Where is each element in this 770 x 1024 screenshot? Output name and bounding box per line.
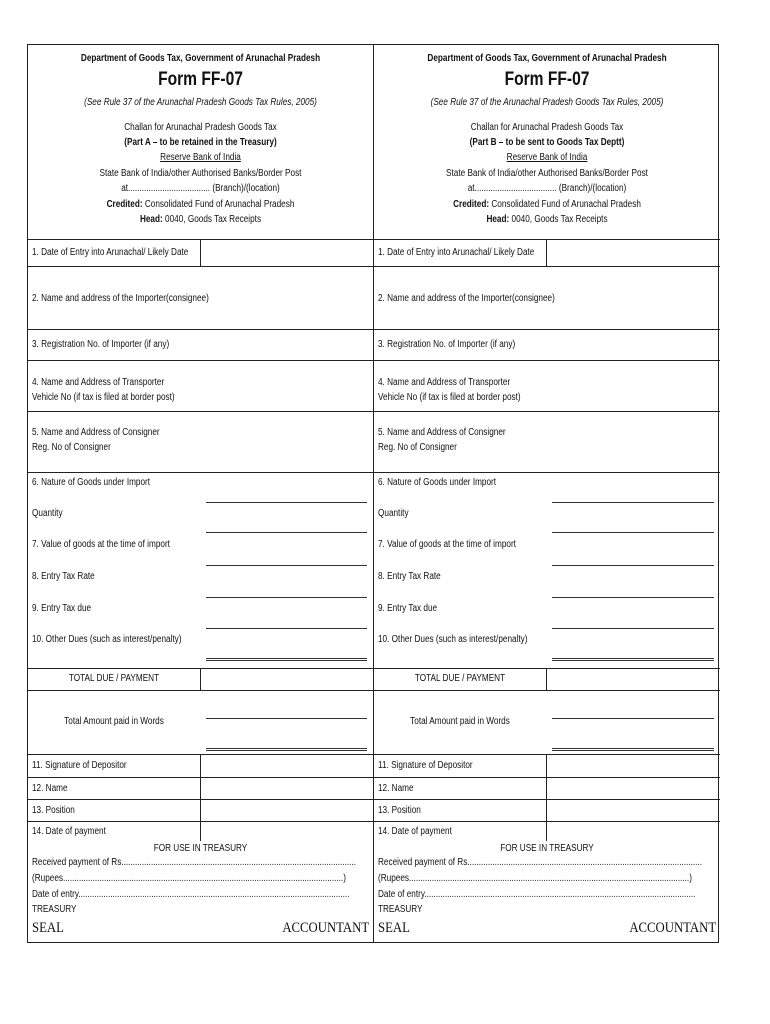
credited-value: Consolidated Fund of Arunachal Pradesh — [491, 199, 641, 210]
transporter-input[interactable] — [28, 361, 373, 411]
head-line — [405, 214, 689, 225]
credited-line — [405, 199, 689, 210]
row-position — [28, 800, 373, 822]
words-line-2 — [552, 748, 714, 751]
date-payment-input[interactable] — [546, 822, 720, 841]
registration-input[interactable] — [374, 330, 720, 360]
divider — [546, 669, 547, 690]
field-label: 8. Entry Tax Rate — [378, 571, 441, 582]
field-label: 4. Name and Address of Transporter — [32, 377, 165, 388]
row-date-entry — [374, 240, 720, 267]
field-label: 10. Other Dues (such as interest/penalty) — [32, 634, 182, 645]
words-line-2 — [206, 748, 367, 751]
received-line: Received payment of Rs....................................................................................................... — [378, 857, 702, 868]
form-title: Form FF-07 — [504, 69, 590, 90]
row-importer — [374, 267, 720, 330]
form-header — [374, 45, 720, 240]
date-entry-input[interactable] — [200, 240, 373, 266]
tax-due-line — [206, 628, 367, 629]
treasury-title: FOR USE IN TREASURY — [500, 843, 594, 854]
field-label: 3. Registration No. of Importer (if any) — [32, 339, 170, 350]
importer-input[interactable] — [374, 267, 720, 329]
department-name: Department of Goods Tax, Government of Arunachal Pradesh — [80, 53, 321, 64]
row-words — [28, 691, 373, 755]
rule-reference: (See Rule 37 of the Arunachal Pradesh Goods Tax Rules, 2005) — [84, 97, 317, 108]
seal-label: SEAL — [32, 920, 64, 936]
head-line — [59, 214, 342, 225]
field-label: 14. Date of payment — [32, 826, 106, 837]
row-consigner — [374, 412, 720, 473]
row-registration — [374, 330, 720, 361]
goods-values[interactable] — [546, 473, 720, 668]
field-label: 5. Name and Address of Consigner — [32, 427, 160, 438]
field-label: 5. Name and Address of Consigner — [378, 427, 506, 438]
amount-words-input[interactable] — [546, 691, 720, 754]
field-label: 11. Signature of Depositor — [378, 760, 473, 771]
row-position — [374, 800, 720, 822]
total-label: TOTAL DUE / PAYMENT — [414, 673, 506, 684]
challan-form — [27, 44, 719, 943]
head-label: Head: — [486, 214, 510, 225]
part-a-copy — [28, 45, 374, 942]
challan-title: Challan for Arunachal Pradesh Goods Tax — [470, 122, 624, 133]
quantity-line — [552, 532, 714, 533]
treasury-title: FOR USE IN TREASURY — [153, 843, 248, 854]
words-label: Total Amount paid in Words — [64, 716, 164, 727]
words-line — [552, 718, 714, 719]
row-name — [28, 778, 373, 800]
row-importer — [28, 267, 373, 330]
total-label: TOTAL DUE / PAYMENT — [68, 673, 160, 684]
other-dues-line — [552, 658, 714, 661]
rupees-line: (Rupees...........................................................................................................................) — [378, 873, 692, 884]
accountant-label: ACCOUNTANT — [629, 920, 716, 936]
registration-input[interactable] — [28, 330, 373, 360]
field-label: 9. Entry Tax due — [32, 603, 92, 614]
row-signature — [374, 755, 720, 778]
credited-label: Credited: — [106, 199, 143, 210]
nature-line — [206, 502, 367, 503]
part-b-copy — [374, 45, 720, 942]
credited-label: Credited: — [453, 199, 490, 210]
row-name — [374, 778, 720, 800]
consigner-input[interactable] — [28, 412, 373, 472]
form-title: Form FF-07 — [158, 69, 243, 90]
field-label: 3. Registration No. of Importer (if any) — [378, 339, 516, 350]
row-date-payment — [28, 822, 373, 841]
field-label: 4. Name and Address of Transporter — [378, 377, 511, 388]
field-label: Vehicle No (if tax is filed at border post) — [32, 392, 175, 403]
field-label: 12. Name — [32, 783, 68, 794]
rate-line — [206, 597, 367, 598]
transporter-input[interactable] — [374, 361, 720, 411]
seal-label: SEAL — [378, 920, 410, 936]
value-line — [552, 565, 714, 566]
rule-reference: (See Rule 37 of the Arunachal Pradesh Goods Tax Rules, 2005) — [430, 97, 664, 108]
row-goods-block — [28, 473, 373, 669]
field-label: 6. Nature of Goods under Import — [378, 477, 497, 488]
part-label: (Part B – to be sent to Goods Tax Deptt) — [469, 137, 625, 148]
field-label: Vehicle No (if tax is filed at border post) — [378, 392, 521, 403]
rate-line — [552, 597, 714, 598]
row-consigner — [28, 412, 373, 473]
bank-name: Reserve Bank of India — [160, 152, 241, 163]
position-input[interactable] — [200, 800, 373, 821]
row-goods-block — [374, 473, 720, 669]
accountant-label: ACCOUNTANT — [282, 920, 369, 936]
row-signature — [28, 755, 373, 778]
treasury-label: TREASURY — [378, 904, 423, 915]
field-label: 7. Value of goods at the time of import — [378, 539, 516, 550]
consigner-input[interactable] — [374, 412, 720, 472]
other-dues-line — [206, 658, 367, 661]
signature-input[interactable] — [546, 755, 720, 777]
row-registration — [28, 330, 373, 361]
field-label: 6. Nature of Goods under Import — [32, 477, 151, 488]
field-label: 9. Entry Tax due — [378, 603, 438, 614]
field-label: 1. Date of Entry into Arunachal/ Likely Date — [32, 247, 189, 258]
name-input[interactable] — [200, 778, 373, 799]
nature-line — [552, 502, 714, 503]
treasury-label: TREASURY — [32, 904, 77, 915]
amount-words-input[interactable] — [200, 691, 373, 754]
field-label: 7. Value of goods at the time of import — [32, 539, 170, 550]
head-value: 0040, Goods Tax Receipts — [165, 214, 262, 225]
treasury-block — [28, 841, 373, 944]
words-line — [206, 718, 367, 719]
field-label: 14. Date of payment — [378, 826, 452, 837]
field-label: Quantity — [32, 508, 63, 519]
row-date-entry — [28, 240, 373, 267]
date-entry-line: Date of entry....................................................................................................................... — [32, 889, 350, 900]
field-label: 13. Position — [32, 805, 75, 816]
received-line: Received payment of Rs....................................................................................................... — [32, 857, 356, 868]
form-header — [28, 45, 373, 240]
quantity-line — [206, 532, 367, 533]
field-label: 1. Date of Entry into Arunachal/ Likely Date — [378, 247, 535, 258]
rupees-line: (Rupees...........................................................................................................................) — [32, 873, 346, 884]
challan-title: Challan for Arunachal Pradesh Goods Tax — [124, 122, 277, 133]
field-label: Reg. No of Consigner — [32, 442, 111, 453]
head-label: Head: — [139, 214, 163, 225]
branch-line: at.................................... (Branch)/(location) — [467, 183, 627, 194]
importer-input[interactable] — [28, 267, 373, 329]
date-entry-input[interactable] — [546, 240, 720, 266]
head-value: 0040, Goods Tax Receipts — [511, 214, 608, 225]
row-transporter — [28, 361, 373, 412]
divider — [200, 669, 201, 690]
field-label: Quantity — [378, 508, 409, 519]
department-name: Department of Goods Tax, Government of Arunachal Pradesh — [427, 53, 667, 64]
field-label: 12. Name — [378, 783, 414, 794]
branch-line: at.................................... (Branch)/(location) — [121, 183, 280, 194]
words-label: Total Amount paid in Words — [410, 716, 510, 727]
tax-due-line — [552, 628, 714, 629]
field-label: 8. Entry Tax Rate — [32, 571, 95, 582]
date-payment-input[interactable] — [200, 822, 373, 841]
credited-line — [59, 199, 342, 210]
sbi-line: State Bank of India/other Authorised Banks/Border Post — [446, 168, 648, 179]
position-input[interactable] — [546, 800, 720, 821]
value-line — [206, 565, 367, 566]
part-label: (Part A – to be retained in the Treasury) — [124, 137, 277, 148]
field-label: Reg. No of Consigner — [378, 442, 457, 453]
field-label: 11. Signature of Depositor — [32, 760, 127, 771]
field-label: 13. Position — [378, 805, 421, 816]
field-label: 10. Other Dues (such as interest/penalty) — [378, 634, 528, 645]
row-total — [28, 669, 373, 691]
credited-value: Consolidated Fund of Arunachal Pradesh — [144, 199, 295, 210]
bank-name: Reserve Bank of India — [506, 152, 588, 163]
row-words — [374, 691, 720, 755]
goods-values[interactable] — [200, 473, 373, 668]
row-total — [374, 669, 720, 691]
field-label: 2. Name and address of the Importer(consignee) — [378, 293, 555, 304]
row-date-payment — [374, 822, 720, 841]
signature-input[interactable] — [200, 755, 373, 777]
field-label: 2. Name and address of the Importer(consignee) — [32, 293, 209, 304]
name-input[interactable] — [546, 778, 720, 799]
sbi-line: State Bank of India/other Authorised Banks/Border Post — [99, 168, 302, 179]
row-transporter — [374, 361, 720, 412]
treasury-block — [374, 841, 720, 944]
date-entry-line: Date of entry....................................................................................................................... — [378, 889, 696, 900]
